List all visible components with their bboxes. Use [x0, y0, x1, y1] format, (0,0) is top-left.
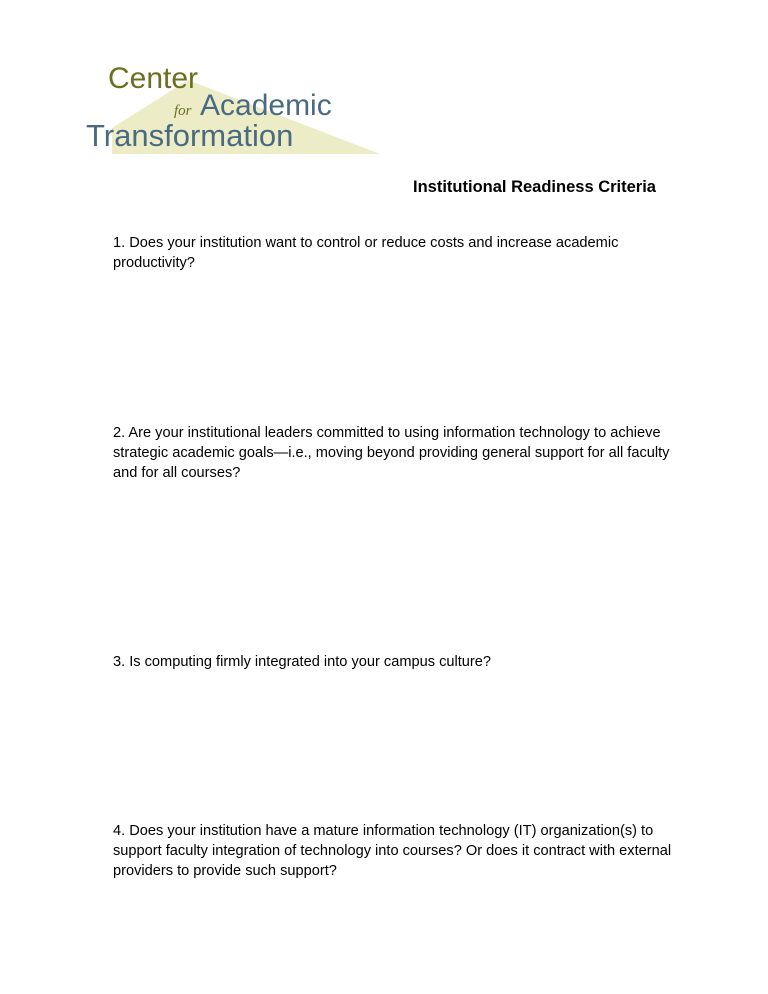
question-2: 2. Are your institutional leaders committed to using information technology to achieve strategic academic goals—i.e., moving beyond providing general support for all faculty and for all courses? — [113, 425, 670, 481]
logo-word-academic: Academic — [200, 89, 332, 122]
document-title: Institutional Readiness Criteria — [413, 178, 656, 196]
logo-word-transformation: Transformation — [86, 118, 294, 153]
logo-word-center: Center — [108, 62, 199, 95]
center-for-academic-transformation-logo — [84, 58, 380, 154]
logo-word-for: for — [174, 103, 192, 119]
question-1: 1. Does your institution want to control or reduce costs and increase academic productivity? — [113, 235, 619, 271]
question-4: 4. Does your institution have a mature information technology (IT) organization(s) to support faculty integration of technology into courses? Or does it contract with external providers to provide such support? — [113, 823, 672, 879]
logo-graphic — [84, 58, 380, 154]
question-3: 3. Is computing firmly integrated into your campus culture? — [113, 654, 491, 670]
